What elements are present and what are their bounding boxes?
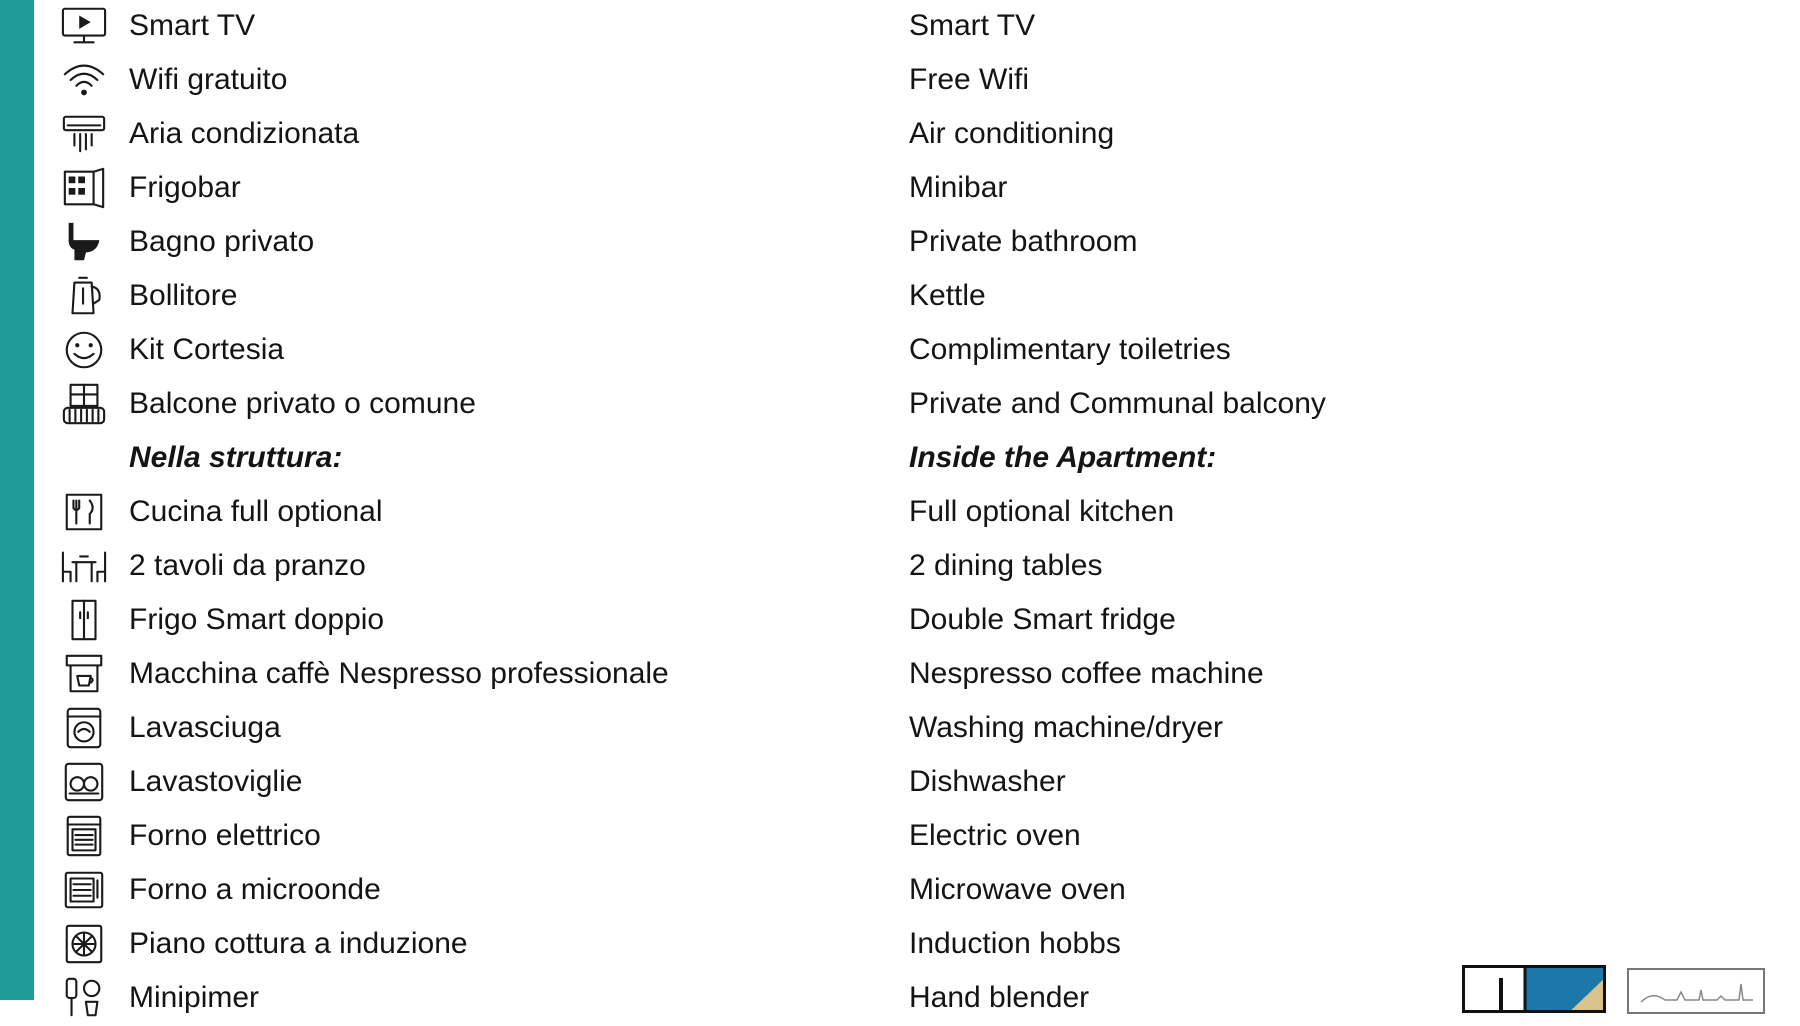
amenity-row [0, 594, 1800, 648]
amenity-row [0, 378, 1800, 432]
amenity-label-it: Forno a microonde [129, 873, 381, 906]
amenity-label-it: Lavastoviglie [129, 765, 303, 798]
amenity-label-en: Dishwasher [909, 765, 1066, 798]
amenity-label-it: Piano cottura a induzione [129, 927, 468, 960]
amenity-row [0, 0, 1800, 54]
microwave-icon [58, 867, 110, 913]
amenity-label-it: Aria condizionata [129, 117, 360, 150]
amenity-label-en: Private and Communal balcony [909, 387, 1326, 420]
tv-icon [58, 3, 110, 49]
amenity-label-it: Bollitore [129, 279, 238, 312]
brand-logo [1462, 965, 1606, 1013]
amenity-label-en: Microwave oven [909, 873, 1126, 906]
smiley-icon [58, 327, 110, 373]
amenity-label-it: Minipimer [129, 981, 260, 1014]
amenity-row [0, 162, 1800, 216]
amenity-label-en: Complimentary toiletries [909, 333, 1231, 366]
oven-icon [58, 813, 110, 859]
amenity-label-en: Minibar [909, 171, 1008, 204]
section-header-row [0, 432, 1800, 486]
amenity-row [0, 108, 1800, 162]
amenity-label-it: Kit Cortesia [129, 333, 285, 366]
amenity-label-en: Smart TV [909, 9, 1036, 42]
amenity-label-it: Bagno privato [129, 225, 315, 258]
amenity-label-it: Smart TV [129, 9, 256, 42]
balcony-icon [58, 381, 110, 427]
amenity-label-en: Full optional kitchen [909, 495, 1175, 528]
amenity-row [0, 756, 1800, 810]
section-title-it: Nella struttura: [129, 441, 343, 474]
amenity-label-it: 2 tavoli da pranzo [129, 549, 366, 582]
coffee-machine-icon [58, 651, 110, 697]
amenity-label-en: Kettle [909, 279, 986, 312]
skyline-logo [1627, 968, 1765, 1014]
amenity-label-en: Washing machine/dryer [909, 711, 1224, 744]
amenity-row [0, 864, 1800, 918]
toilet-icon [58, 219, 110, 265]
amenity-label-it: Frigobar [129, 171, 241, 204]
amenity-row [0, 216, 1800, 270]
amenity-label-it: Lavasciuga [129, 711, 281, 744]
amenity-label-en: Hand blender [909, 981, 1090, 1014]
amenity-label-it: Frigo Smart doppio [129, 603, 385, 636]
amenity-label-en: Nespresso coffee machine [909, 657, 1264, 690]
amenity-label-it: Cucina full optional [129, 495, 383, 528]
amenity-row [0, 486, 1800, 540]
fridge-icon [58, 597, 110, 643]
amenity-label-en: Private bathroom [909, 225, 1138, 258]
hand-blender-icon [58, 975, 110, 1021]
amenity-label-en: Free Wifi [909, 63, 1029, 96]
amenity-row [0, 918, 1800, 972]
kettle-icon [58, 273, 110, 319]
kitchen-icon [58, 489, 110, 535]
amenity-label-it: Forno elettrico [129, 819, 321, 852]
amenity-label-it: Macchina caffè Nespresso professionale [129, 657, 669, 690]
section-title-en: Inside the Apartment: [909, 441, 1217, 474]
amenity-row [0, 270, 1800, 324]
amenity-label-en: Double Smart fridge [909, 603, 1176, 636]
amenity-label-en: Induction hobbs [909, 927, 1121, 960]
minibar-icon [58, 165, 110, 211]
amenity-row [0, 540, 1800, 594]
amenity-label-en: 2 dining tables [909, 549, 1103, 582]
amenity-label-it: Wifi gratuito [129, 63, 288, 96]
induction-hob-icon [58, 921, 110, 967]
wifi-icon [58, 57, 110, 103]
dishwasher-icon [58, 759, 110, 805]
amenity-row [0, 702, 1800, 756]
washing-machine-icon [58, 705, 110, 751]
amenity-label-en: Air conditioning [909, 117, 1115, 150]
amenity-label-it: Balcone privato o comune [129, 387, 476, 420]
amenity-row [0, 648, 1800, 702]
amenity-row [0, 54, 1800, 108]
amenity-label-en: Electric oven [909, 819, 1081, 852]
dining-table-icon [58, 543, 110, 589]
amenity-row [0, 324, 1800, 378]
air-conditioner-icon [58, 111, 110, 157]
amenity-row [0, 810, 1800, 864]
